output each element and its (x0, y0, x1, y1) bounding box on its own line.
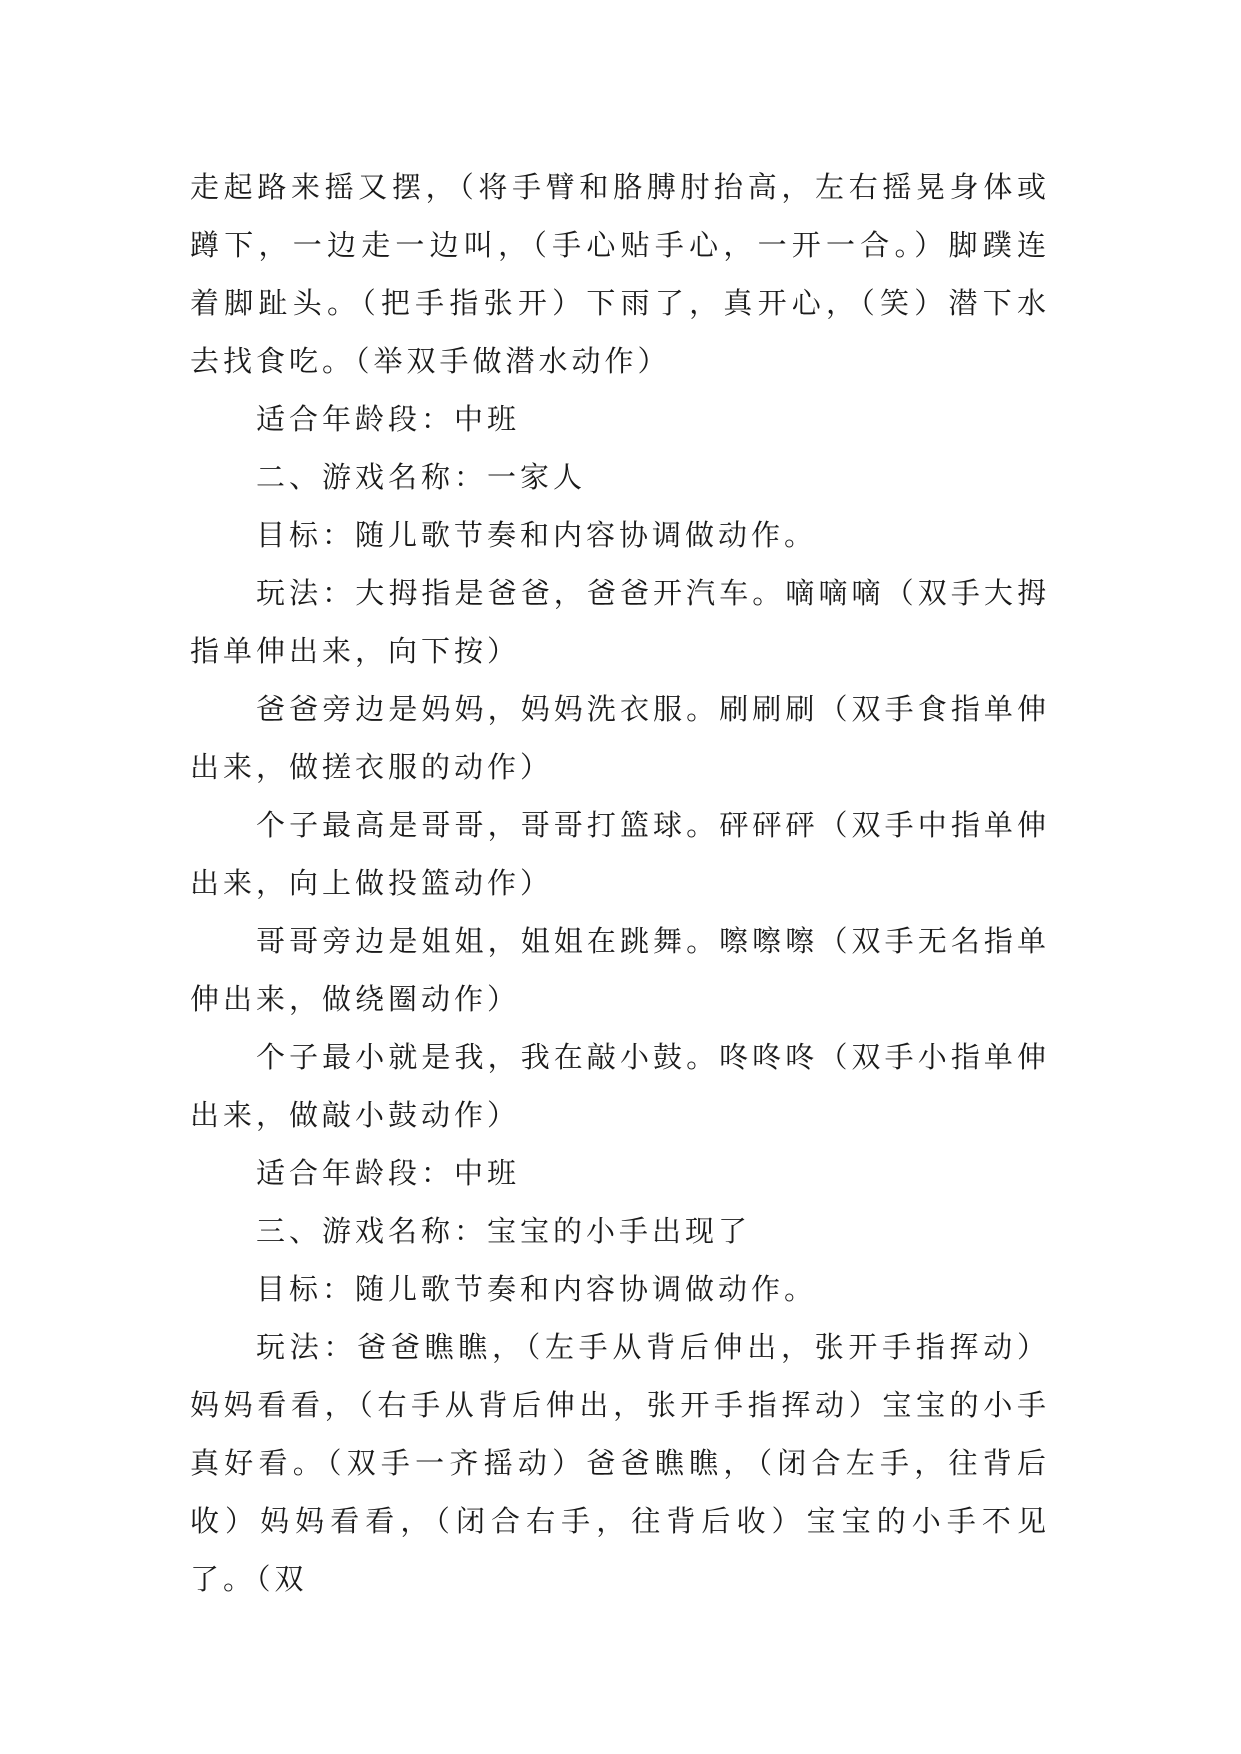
paragraph-continuation: 走起路来摇又摆，（将手臂和胳膊肘抬高，左右摇晃身体或蹲下，一边走一边叫，（手心贴手心，一开一合。）脚蹼连着脚趾头。（把手指张开）下雨了，真开心，（笑）潜下水去找食吃。（举双手做潜水动作） (190, 170, 1050, 378)
paragraph-game-title: 三、游戏名称：宝宝的小手出现了 (256, 1214, 752, 1248)
paragraph-play: 个子最小就是我，我在敲小鼓。咚咚咚（双手小指单伸出来，做敲小鼓动作） (190, 1040, 1050, 1132)
paragraph-age-group: 适合年龄段：中班 (256, 402, 521, 436)
paragraph-play: 玩法：大拇指是爸爸，爸爸开汽车。嘀嘀嘀（双手大拇指单伸出来，向下按） (190, 576, 1050, 668)
paragraph-game-title: 二、游戏名称：一家人 (256, 460, 587, 494)
paragraph-age-group: 适合年龄段：中班 (256, 1156, 521, 1190)
paragraph-goal: 目标：随儿歌节奏和内容协调做动作。 (256, 1272, 818, 1306)
document-body (190, 158, 1050, 1608)
paragraph-play: 玩法：爸爸瞧瞧，（左手从背后伸出，张开手指挥动）妈妈看看，（右手从背后伸出，张开手指挥动）宝宝的小手真好看。（双手一齐摇动）爸爸瞧瞧，（闭合左手，往背后收）妈妈看看，（闭合右手，往背后收）宝宝的小手不见了。（双 (190, 1330, 1050, 1596)
paragraph-play: 个子最高是哥哥，哥哥打篮球。砰砰砰（双手中指单伸出来，向上做投篮动作） (190, 808, 1050, 900)
paragraph-play: 爸爸旁边是妈妈，妈妈洗衣服。刷刷刷（双手食指单伸出来，做搓衣服的动作） (190, 692, 1050, 784)
paragraph-play: 哥哥旁边是姐姐，姐姐在跳舞。嚓嚓嚓（双手无名指单伸出来，做绕圈动作） (190, 924, 1050, 1016)
paragraph-goal: 目标：随儿歌节奏和内容协调做动作。 (256, 518, 818, 552)
